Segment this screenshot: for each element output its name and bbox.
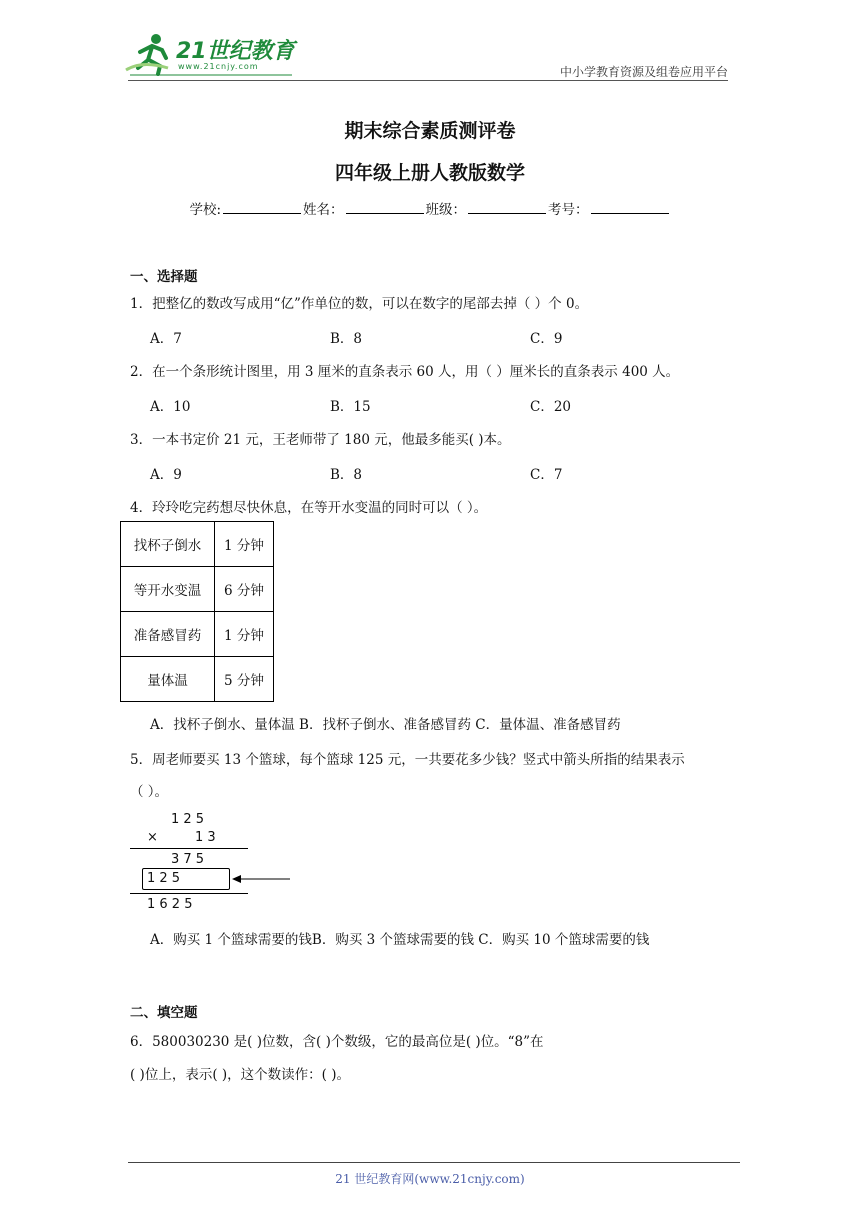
q4-options[interactable]: A．找杯子倒水、量体温 B．找杯子倒水、准备感冒药 C．量体温、准备感冒药 [150, 717, 621, 733]
student-info-line [0, 198, 860, 218]
calc-product: 1 6 2 5 [147, 897, 193, 912]
q3-option-c[interactable]: C．7 [530, 467, 563, 483]
table-cell: 1 分钟 [215, 612, 274, 657]
class-label: 班级： [425, 202, 467, 218]
q2-option-b[interactable]: B．15 [330, 399, 371, 415]
question-1: 1．把整亿的数改写成用“亿”作单位的数，可以在数字的尾部去掉（ ）个 0。 [130, 296, 589, 312]
time-table [120, 521, 274, 702]
q5-options[interactable]: A．购买 1 个篮球需要的钱B．购买 3 个篮球需要的钱 C．购买 10 个篮球需要的钱 [150, 932, 650, 948]
q2-option-c[interactable]: C．20 [530, 399, 572, 415]
question-6-line-2: ( )位上，表示( )，这个数读作：( )。 [130, 1067, 350, 1083]
q1-option-a[interactable]: A．7 [150, 331, 182, 347]
question-5-line-1: 5．周老师要买 13 个篮球，每个篮球 125 元，一共要花多少钱？竖式中箭头所指的结果表示 [130, 752, 685, 768]
table-cell: 6 分钟 [215, 567, 274, 612]
question-6-line-1: 6．580030230 是( )位数，含( )个数级，它的最高位是( )位。“8”在 [130, 1034, 544, 1050]
q1-option-c[interactable]: C．9 [530, 331, 563, 347]
calc-multiplicand: 1 2 5 [171, 812, 205, 827]
table-cell: 1 分钟 [215, 522, 274, 567]
logo-text: 21世纪教育 [176, 39, 295, 64]
table-cell: 找杯子倒水 [121, 522, 215, 567]
section-heading-choice: 一、选择题 [130, 269, 198, 285]
question-4: 4．玲玲吃完药想尽快休息，在等开水变温的同时可以（ ）。 [130, 500, 488, 516]
question-5-line-2: （ ）。 [130, 784, 169, 800]
section-heading-fill: 二、填空题 [130, 1005, 198, 1021]
footer-divider [128, 1162, 740, 1163]
calc-line-1 [130, 848, 248, 849]
school-blank[interactable] [223, 201, 301, 214]
table-cell: 准备感冒药 [121, 612, 215, 657]
calc-partial-2: 1 2 5 [147, 871, 181, 886]
page-subtitle: 四年级上册人教版数学 [334, 162, 525, 184]
question-2: 2．在一个条形统计图里，用 3 厘米的直条表示 60 人，用（ ）厘米长的直条表示 400 人。 [130, 364, 680, 380]
table-cell: 等开水变温 [121, 567, 215, 612]
calc-times-sign: × [147, 830, 158, 845]
q3-option-b[interactable]: B．8 [330, 467, 363, 483]
table-row [121, 612, 274, 657]
q3-option-a[interactable]: A．9 [150, 467, 182, 483]
calc-multiplier: 1 3 [195, 830, 216, 845]
calc-partial-1: 3 7 5 [171, 852, 205, 867]
calc-line-2 [130, 893, 248, 894]
name-blank[interactable] [346, 201, 424, 214]
table-row [121, 522, 274, 567]
table-cell: 5 分钟 [215, 657, 274, 702]
class-blank[interactable] [468, 201, 546, 214]
exam-no-blank[interactable] [591, 201, 669, 214]
platform-label: 中小学教育资源及组卷应用平台 [559, 65, 728, 79]
q2-option-a[interactable]: A．10 [150, 399, 191, 415]
header-divider [128, 80, 728, 81]
exam-no-label: 考号： [548, 202, 589, 218]
question-3: 3．一本书定价 21 元，王老师带了 180 元，他最多能买( )本。 [130, 432, 511, 448]
table-row [121, 567, 274, 612]
footer-text: 21 世纪教育网(www.21cnjy.com) [335, 1172, 525, 1186]
arrow-left-icon [232, 873, 292, 885]
logo-url: www.21cnjy.com [178, 62, 259, 71]
q1-option-b[interactable]: B．8 [330, 331, 363, 347]
school-label: 学校: [189, 202, 222, 218]
table-cell: 量体温 [121, 657, 215, 702]
table-row [121, 657, 274, 702]
name-label: 姓名： [303, 202, 344, 218]
page-title: 期末综合素质测评卷 [344, 120, 516, 142]
